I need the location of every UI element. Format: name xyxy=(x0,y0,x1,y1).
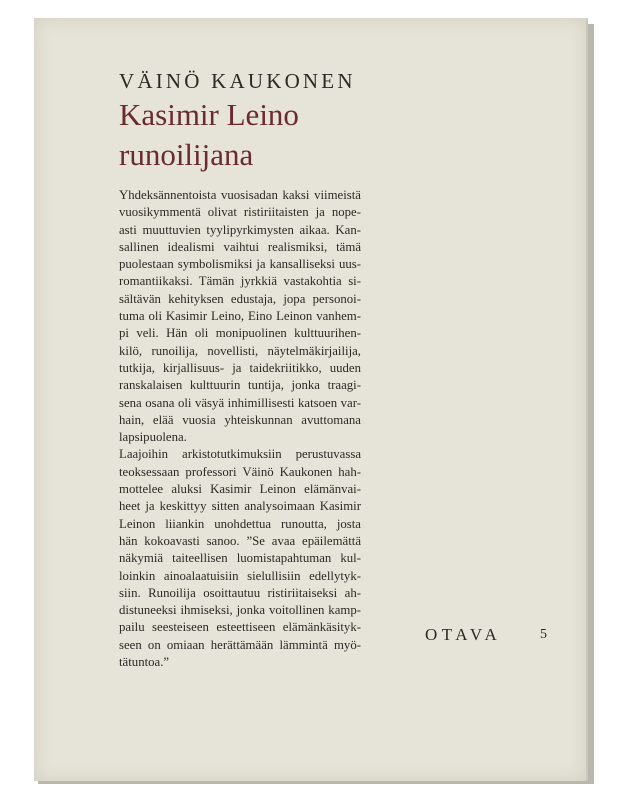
blurb-line: tuma oli Kasimir Leino, Eino Leinon vanhem- xyxy=(119,309,361,324)
publisher-name: OTAVA xyxy=(425,625,502,644)
blurb-paragraph-1 xyxy=(119,187,361,446)
blurb-line: lapsipuolena. xyxy=(119,430,187,445)
book-title-line-1: Kasimir Leino xyxy=(119,97,299,132)
blurb-line: mottelee aluksi Kasimir Leinon elämänvai- xyxy=(119,482,361,497)
blurb-line: sältävän kehityksen edustaja, jopa personoi- xyxy=(119,291,361,306)
blurb-line: hän kokoavasti sanoo. ”Se avaa epäilemättä xyxy=(119,533,361,548)
blurb-line: romantiikaksi. Tämän jyrkkiä vastakohtia si- xyxy=(119,274,361,289)
blurb-line: tätuntoa.” xyxy=(119,655,170,670)
book-title-line-2: runoilijana xyxy=(119,137,254,172)
blurb-line: vuosikymmentä olivat ristiriitaisten ja nope- xyxy=(119,205,361,220)
blurb-text xyxy=(119,187,361,671)
blurb-line: heet ja keskittyy sitten analysoimaan Kasimir xyxy=(119,499,361,514)
blurb-line: pi veli. Hän oli monipuolinen kulttuurihen- xyxy=(119,326,361,341)
author-name: VÄINÖ KAUKONEN xyxy=(119,69,356,93)
blurb-line: distuneeksi ihmiseksi, jonka voitollinen kamp- xyxy=(119,603,361,618)
blurb-line: Yhdeksännentoista vuosisadan kaksi viimeistä xyxy=(119,188,361,202)
blurb-line: sena osana oli väsyä inhimillisesti katsoen var- xyxy=(119,395,361,410)
blurb-line: teoksessaan professori Väinö Kaukonen hah- xyxy=(119,464,361,479)
blurb-line: sallinen idealismi vaihtui realismiksi, tämä xyxy=(119,239,361,254)
blurb-line: asti muuttuvien tyylipyrkimysten aikaa. Kan- xyxy=(119,222,361,237)
series-number: 5 xyxy=(540,627,547,642)
blurb-line: tutkija, kirjallisuus- ja taidekriitikko, uuden xyxy=(119,360,361,375)
blurb-line: hain, elää vuosia yhteiskunnan avuttomana xyxy=(119,412,361,427)
blurb-paragraph-2 xyxy=(119,446,361,671)
blurb-line: ranskalaisen kulttuurin tuntija, jonka traagi- xyxy=(119,378,361,393)
book-title xyxy=(119,95,419,175)
blurb-line: loinkin ainoalaatuisiin sielullisiin edellytyk- xyxy=(119,568,361,583)
blurb-line: Laajoihin arkistotutkimuksiin perustuvassa xyxy=(119,447,361,462)
blurb-line: Leinon liiankin unohdettua runoutta, josta xyxy=(119,516,361,531)
blurb-line: pailu seesteiseen esteettiseen elämänkäsityk- xyxy=(119,620,361,635)
blurb-line: siin. Runoilija osoittautuu ristiriitaiseksi ah- xyxy=(119,585,361,600)
blurb-line: kilö, runoilija, novellisti, näytelmäkirjailija, xyxy=(119,343,361,358)
blurb-line: näkymiä taiteellisen luomistapahtuman kul- xyxy=(119,551,361,566)
blurb-line: seen on omiaan herättämään lämmintä myö- xyxy=(119,637,361,652)
blurb-line: puolestaan symbolismiksi ja kansalliseksi uus- xyxy=(119,257,361,272)
